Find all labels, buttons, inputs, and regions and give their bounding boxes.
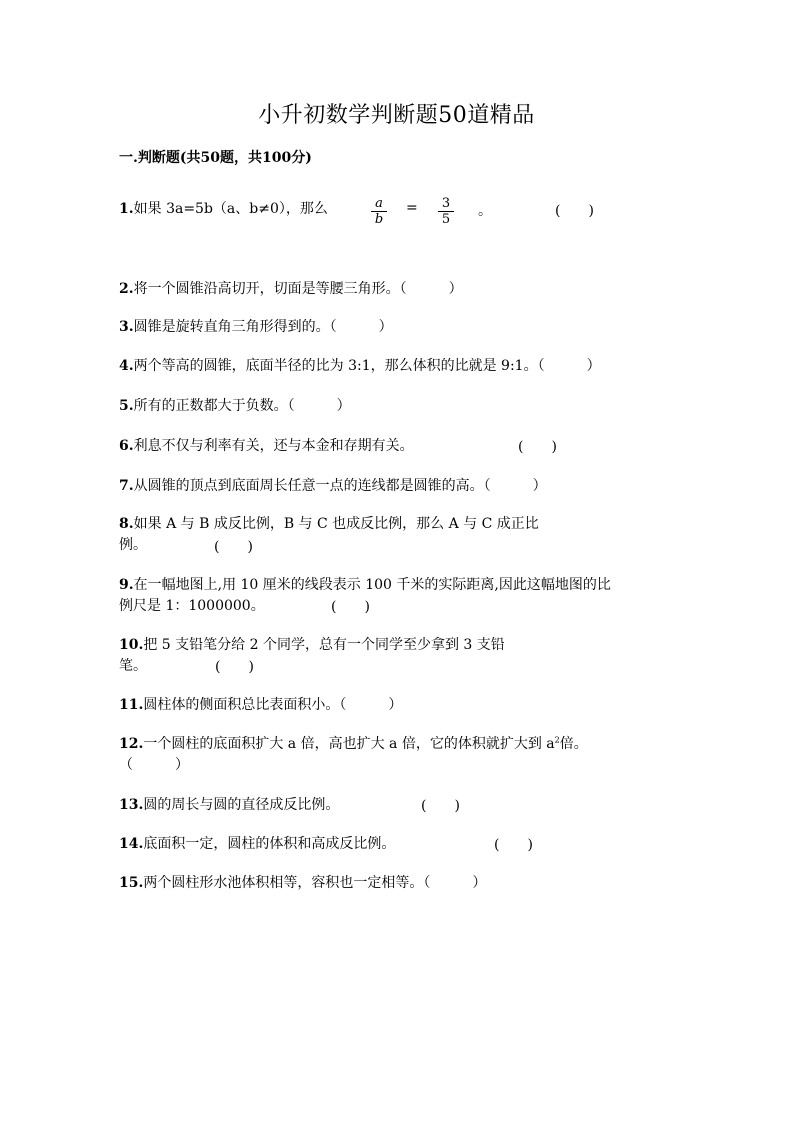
answer-paren[interactable]: ( ) [421, 798, 460, 814]
section-heading: 一.判断题(共50题，共100分) [119, 150, 312, 166]
question-number: 15. [119, 875, 144, 891]
answer-paren[interactable]: ( ) [518, 439, 557, 455]
question-number: 7. [119, 478, 134, 494]
superscript: 2 [554, 735, 560, 745]
question-5 [119, 396, 351, 417]
question-15 [119, 873, 486, 894]
question-text: 圆锥是旋转直角三角形得到的。（ ） [133, 319, 393, 335]
question-text-line-1: 如果 A 与 B 成反比例，B 与 C 也成反比例，那么 A 与 C 成正比 [133, 516, 539, 532]
question-number: 5. [119, 398, 134, 414]
question-3 [119, 317, 393, 338]
question-text: 两个圆柱形水池体积相等，容积也一定相等。（ ） [143, 875, 487, 891]
answer-paren[interactable]: ( ) [494, 837, 533, 853]
question-number: 12. [119, 736, 144, 752]
question-text-line-2: 例。 [119, 537, 147, 553]
fraction-a-over-b: $\frac{a}{b}$ [371, 196, 387, 227]
answer-paren[interactable]: ( ) [555, 203, 594, 219]
answer-paren[interactable]: ( ) [331, 599, 370, 615]
question-number: 14. [119, 836, 144, 852]
fraction-3-over-5: $\frac{3}{5}$ [438, 196, 454, 227]
question-number: 11. [119, 697, 144, 713]
question-number: 6. [119, 438, 134, 454]
question-text-line-2: 笔。 [119, 658, 147, 674]
period: 。 [478, 203, 492, 219]
question-text-line-1: 把 5 支铅笔分给 2 个同学，总有一个同学至少拿到 3 支铅 [143, 637, 505, 653]
page-title: 小升初数学判断题50道精品 [258, 103, 535, 128]
question-text: 底面积一定，圆柱的体积和高成反比例。 [143, 836, 396, 852]
question-number: 1. [119, 201, 134, 217]
question-text-line-2: 例尺是 1：1000000。 [119, 598, 265, 614]
question-text-line-1: 在一幅地图上,用 10 厘米的线段表示 100 千米的实际距离,因此这幅地图的比 [133, 577, 611, 593]
question-2 [119, 279, 463, 300]
question-14 [119, 834, 395, 855]
question-number: 3. [119, 319, 134, 335]
question-text: 如果 3a=5b（a、b≠0），那么 [133, 201, 328, 217]
question-number: 9. [119, 577, 134, 593]
question-11 [119, 695, 402, 716]
equals-sign: = [406, 200, 418, 216]
question-text: 圆的周长与圆的直径成反比例。 [143, 797, 340, 813]
question-10 [119, 635, 505, 677]
question-text: 利息不仅与利率有关，还与本金和存期有关。 [133, 438, 414, 454]
question-text: 从圆锥的顶点到底面周长任意一点的连线都是圆锥的高。（ ） [133, 478, 547, 494]
answer-paren[interactable]: ( ) [214, 539, 253, 555]
question-6 [119, 436, 414, 457]
answer-paren[interactable]: ( ) [215, 659, 254, 675]
question-number: 10. [119, 637, 144, 653]
question-1 [119, 199, 328, 220]
question-text: 两个等高的圆锥，底面半径的比为 3:1，那么体积的比就是 9:1。（ ） [133, 358, 601, 374]
question-7 [119, 476, 547, 497]
question-8 [119, 514, 539, 556]
question-4 [119, 356, 601, 377]
question-number: 8. [119, 516, 134, 532]
question-text: 将一个圆锥沿高切开，切面是等腰三角形。（ ） [133, 281, 463, 297]
question-number: 2. [119, 281, 134, 297]
answer-paren[interactable]: （ ） [119, 757, 189, 773]
question-text: 所有的正数都大于负数。（ ） [133, 398, 351, 414]
question-13 [119, 795, 339, 816]
question-number: 13. [119, 797, 144, 813]
question-text-line-1: 一个圆柱的底面积扩大 a 倍，高也扩大 a 倍，它的体积就扩大到 a [143, 736, 555, 752]
question-number: 4. [119, 358, 134, 374]
question-text: 圆柱体的侧面积总比表面积小。（ ） [143, 697, 403, 713]
question-12: 12.一个圆柱的底面积扩大 a 倍，高也扩大 a 倍，它的体积就扩大到 $a^2$倍。 （ ） [119, 735, 588, 773]
